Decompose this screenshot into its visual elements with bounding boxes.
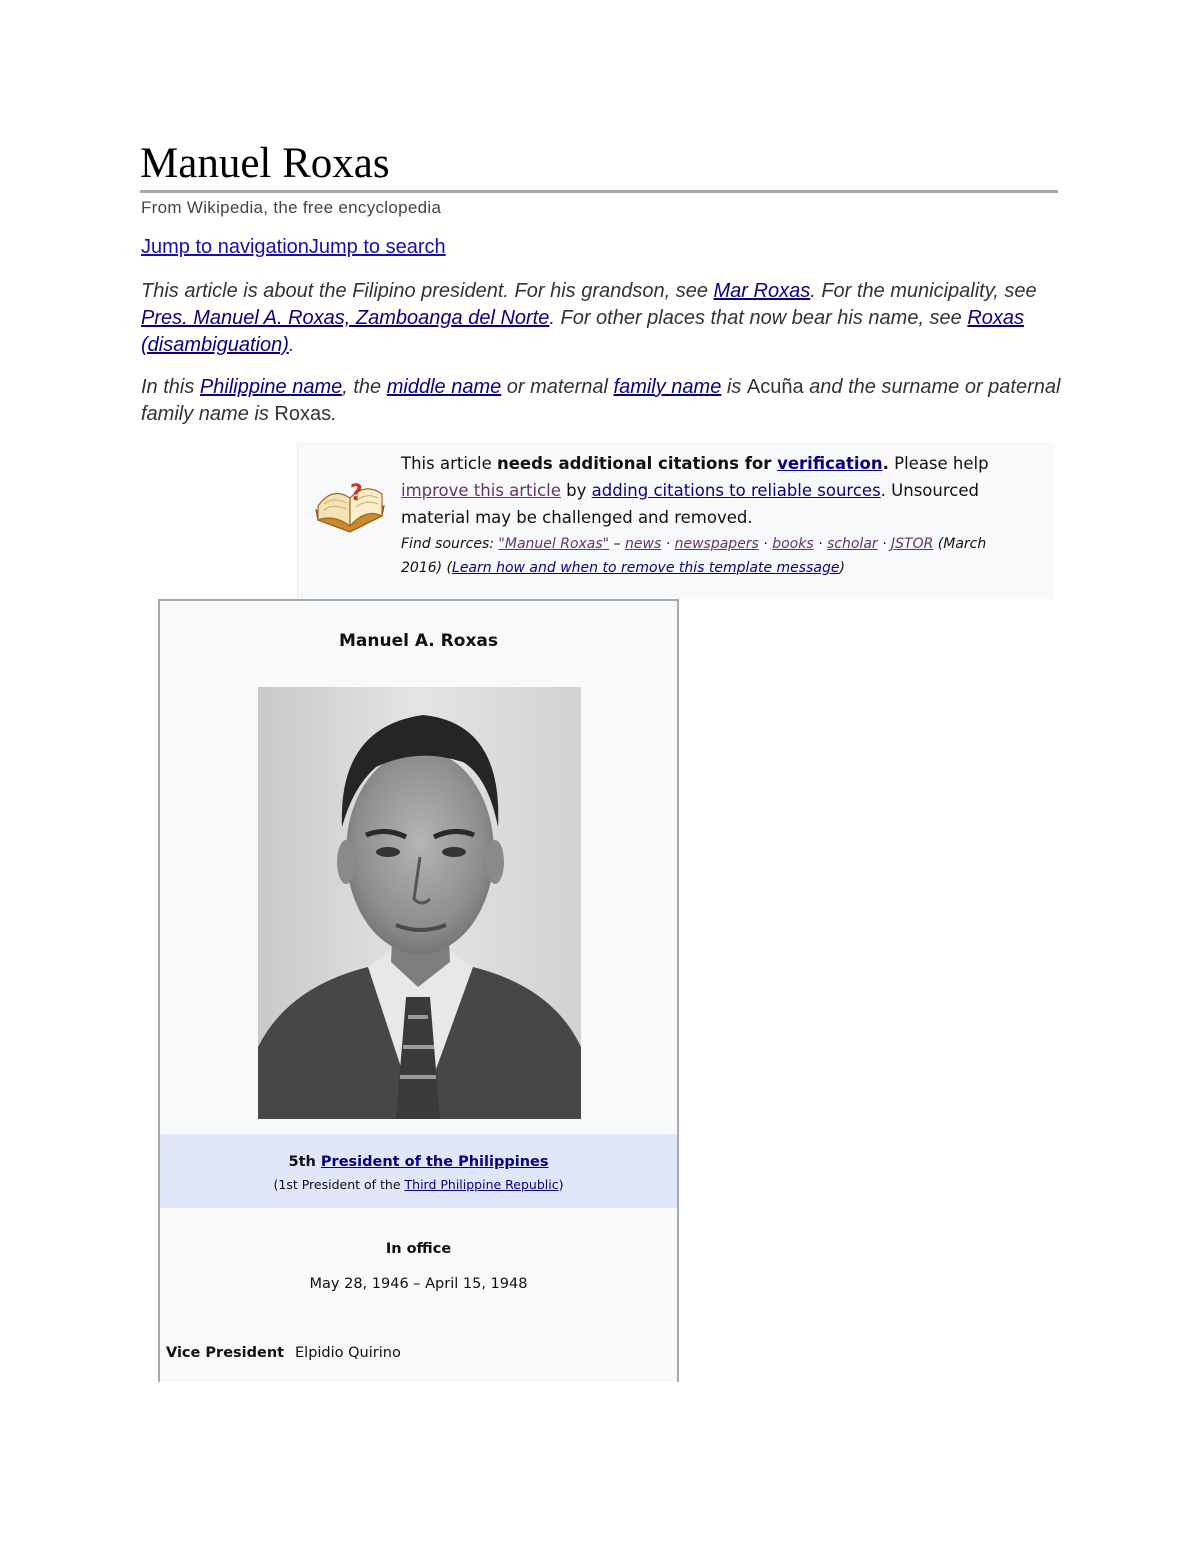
notice-text-part: This article	[401, 454, 497, 473]
books-link[interactable]: books	[772, 536, 814, 552]
mar-roxas-link[interactable]: Mar Roxas	[713, 280, 811, 302]
office-ordinal: 5th	[288, 1154, 321, 1170]
site-tagline: From Wikipedia, the free encyclopedia	[141, 198, 442, 217]
jstor-link[interactable]: JSTOR	[891, 536, 934, 552]
notice-date: (March 2016) (	[401, 536, 987, 576]
office-subtitle	[160, 1177, 677, 1192]
page-title: Manuel Roxas	[140, 138, 1058, 193]
hatnote-text: This article is about the Filipino president. For his grandson, see	[141, 280, 714, 302]
separator: ·	[813, 536, 827, 552]
hatnote-text: . For the municipality, see	[810, 280, 1037, 302]
office-subtitle-text: )	[558, 1177, 564, 1192]
surname-value: Roxas	[274, 403, 332, 425]
hatnote-text: or maternal	[501, 376, 614, 398]
infobox	[158, 599, 679, 1382]
adding-citations-link[interactable]: adding citations to reliable sources	[591, 481, 881, 500]
source-query-link[interactable]: "Manuel Roxas"	[498, 536, 610, 552]
third-republic-link[interactable]: Third Philippine Republic	[404, 1177, 559, 1192]
family-name-link[interactable]: family name	[613, 376, 722, 398]
hatnote-text: . For other places that now bear his name, see	[549, 307, 968, 329]
portrait-image[interactable]	[258, 687, 581, 1119]
infobox-title: Manuel A. Roxas	[338, 631, 499, 651]
jump-to-search-link[interactable]: Jump to search	[308, 236, 446, 258]
verification-link[interactable]: verification	[777, 454, 883, 473]
scholar-link[interactable]: scholar	[827, 536, 878, 552]
hatnote-text: .	[331, 403, 337, 425]
maternal-name-value: Acuña	[746, 376, 804, 398]
vice-president-value: Elpidio Quirino	[295, 1345, 401, 1361]
hatnote-name-order	[141, 374, 1061, 428]
svg-text:?: ?	[350, 481, 363, 506]
hatnote-text: , the	[342, 376, 387, 398]
separator: –	[609, 536, 626, 552]
notice-text-part: Please help	[888, 454, 989, 473]
notice-text	[401, 450, 1041, 531]
office-header	[160, 1134, 677, 1208]
disambiguation-link[interactable]: Roxas (disambiguation)	[141, 307, 1025, 356]
book-question-icon	[312, 476, 388, 542]
find-sources	[401, 532, 1031, 580]
find-sources-label: Find sources:	[401, 536, 499, 552]
middle-name-link[interactable]: middle name	[386, 376, 502, 398]
notice-text-part: )	[839, 560, 845, 576]
office-subtitle-text: (1st President of the	[273, 1177, 405, 1192]
separator: ·	[661, 536, 675, 552]
hatnote-disambiguation	[141, 278, 1061, 359]
citation-needed-notice	[297, 442, 1053, 599]
vice-president-label: Vice President	[166, 1345, 285, 1361]
newspapers-link[interactable]: newspapers	[674, 536, 759, 552]
hatnote-text: is	[721, 376, 747, 398]
notice-text-part: . Unsourced material may be challenged and removed.	[401, 481, 979, 527]
hatnote-text: and the surname or paternal family name is	[141, 376, 1061, 425]
notice-bold-text: needs additional citations for	[496, 454, 778, 473]
improve-article-link[interactable]: improve this article	[401, 481, 561, 500]
hatnote-text: In this	[141, 376, 200, 398]
notice-text-part: by	[560, 481, 592, 500]
term-dates: May 28, 1946 – April 15, 1948	[309, 1276, 528, 1292]
separator: ·	[877, 536, 892, 552]
philippine-name-link[interactable]: Philippine name	[199, 376, 343, 398]
jump-links	[141, 236, 446, 259]
separator: ·	[758, 536, 773, 552]
news-link[interactable]: news	[625, 536, 662, 552]
in-office-label: In office	[385, 1241, 452, 1257]
president-of-philippines-link[interactable]: President of the Philippines	[320, 1154, 549, 1170]
office-title	[160, 1154, 677, 1170]
municipality-link[interactable]: Pres. Manuel A. Roxas, Zamboanga del Norte	[141, 307, 550, 329]
jump-to-navigation-link[interactable]: Jump to navigation	[141, 236, 309, 258]
notice-bold-text: .	[882, 454, 889, 473]
learn-remove-link[interactable]: Learn how and when to remove this template message	[452, 560, 840, 576]
hatnote-text: .	[288, 334, 295, 356]
